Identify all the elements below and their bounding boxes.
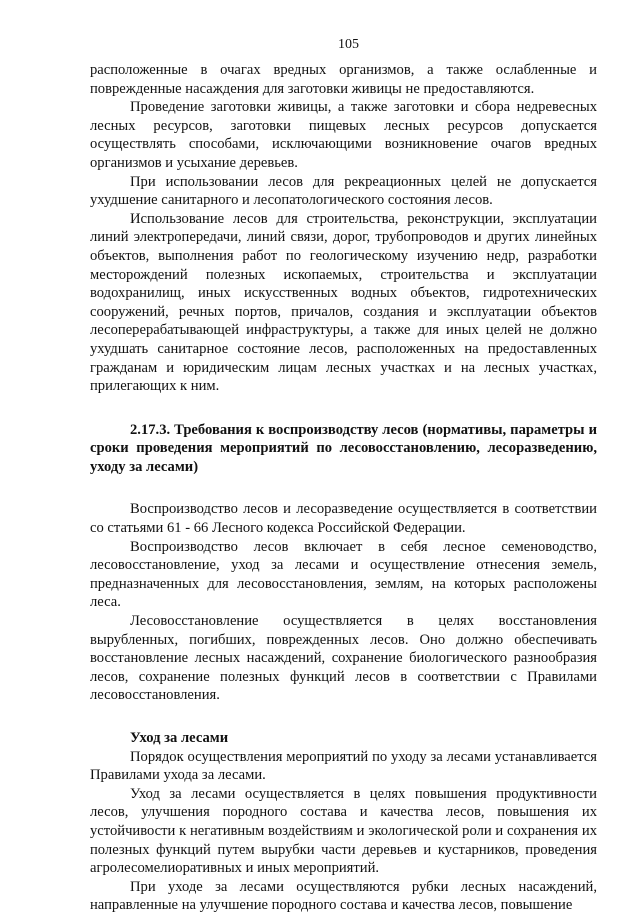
paragraph-care-goals: Уход за лесами осуществляется в целях повышения продуктивности лесов, улучшения породного состава и качества лесов, повышения их устойчивости к негативным воздействиям и экологической роли и сохранения их полезных функций путем вырубки части деревьев и кустарников, проведения агролесомелиоративных и иных мероприятий. bbox=[90, 785, 597, 877]
section-heading: 2.17.3. Требования к воспроизводству лесов (нормативы, параметры и сроки проведения мероприятий по лесовосстановлению, лесоразведению, уходу за лесами) bbox=[90, 421, 597, 475]
paragraph-care-felling: При уходе за лесами осуществляются рубки лесных насаждений, направленные на улучшение породного состава и качества лесов, повышение bbox=[90, 878, 597, 914]
paragraph-resin-harvesting: Проведение заготовки живицы, а также заготовки и сбора недревесных лесных ресурсов, заготовки пищевых лесных ресурсов допускается осуществлять способами, исключающими возникновение очагов вредных организмов и усыхание деревьев. bbox=[90, 99, 597, 171]
paragraph-recreation: При использовании лесов для рекреационных целей не допускается ухудшение санитарного и лесопатологического состояния лесов. bbox=[90, 173, 597, 209]
page-number: 105 bbox=[338, 37, 359, 52]
paragraph-continuation: расположенные в очагах вредных организмов, а также ослабленные и поврежденные насаждения для заготовки живицы не предоставляются. bbox=[90, 62, 597, 97]
paragraph-reproduction-scope: Воспроизводство лесов включает в себя лесное семеноводство, лесовосстановление, уход за лесами и осуществление отнесения земель, предназначенных для лесовосстановления, землям, на которых расположены леса. bbox=[90, 538, 597, 611]
subsection-heading: Уход за лесами bbox=[130, 730, 229, 746]
paragraph-care-procedure: Порядок осуществления мероприятий по уходу за лесами устанавливается Правилами ухода за лесами. bbox=[90, 748, 597, 784]
paragraph-reforestation: Лесовосстановление осуществляется в целях восстановления вырубленных, погибших, поврежденных лесов. Оно должно обеспечивать восстановление лесных насаждений, сохранение биологического разнообразия лесов, сохранение полезных функций лесов в соответствии с Правилами лесовосстановления. bbox=[90, 613, 597, 704]
paragraph-construction-use: Использование лесов для строительства, реконструкции, эксплуатации линий электропередачи, линий связи, дорог, трубопроводов и других линейных объектов, выполнения работ по геологическому изучению недр, разработки месторождений полезных ископаемых, строительства и эксплуатации водохранилищ, иных искусственных водных объектов, гидротехнических сооружений, речных портов, причалов, создания и эксплуатации объектов лесоперерабатывающей инфраструктуры, а также для иных целей не должно ухудшать санитарное состояние лесов, расположенных на предоставленных гражданам и юридическим лицам лесных участках и на лесных участках, прилегающих к ним. bbox=[90, 210, 597, 395]
document-page bbox=[90, 36, 597, 915]
paragraph-reproduction-basis: Воспроизводство лесов и лесоразведение осуществляется в соответствии со статьями 61 - 66 Лесного кодекса Российской Федерации. bbox=[90, 501, 597, 537]
